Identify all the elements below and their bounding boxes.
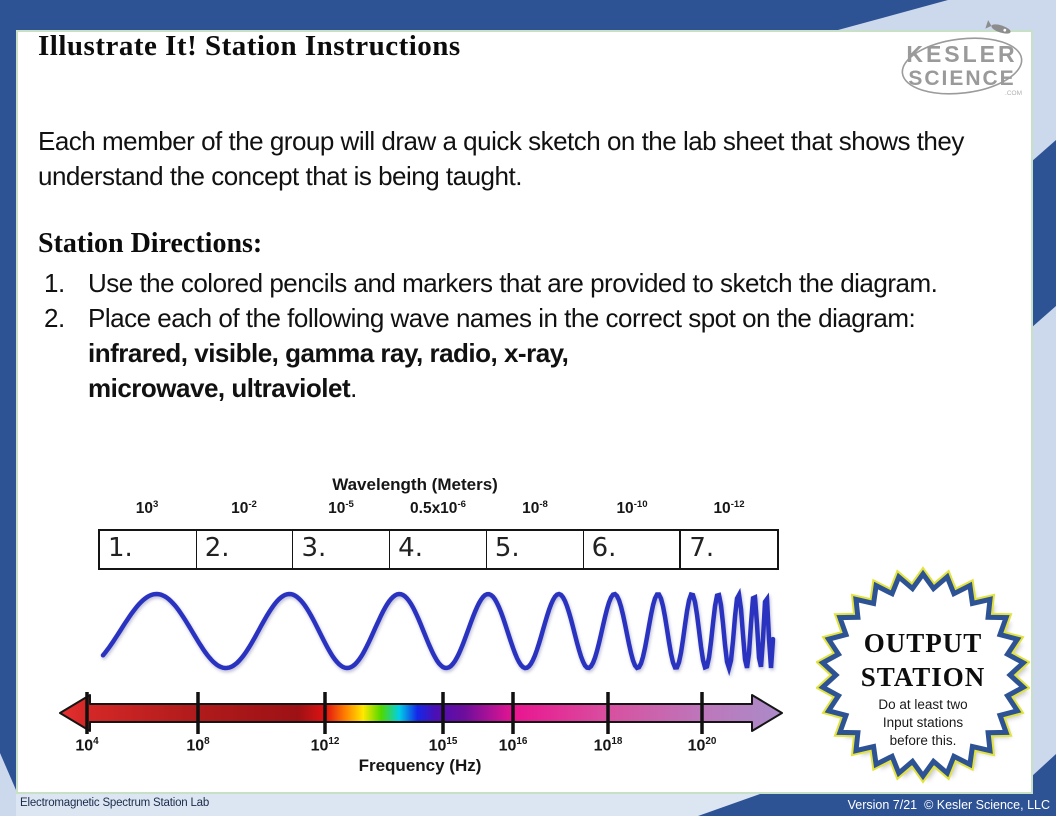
wavelength-tick-label: $10^{-12}$ [713, 499, 745, 518]
direction-text [88, 301, 1000, 406]
frequency-tick-label: $10^{16}$ [498, 736, 528, 755]
direction-text-prefix: Place each of the following wave names in the correct spot on the diagram: [88, 303, 916, 333]
answer-cell-4: 4. [390, 531, 487, 568]
direction-text-suffix: . [350, 373, 357, 403]
wavelength-tick-label: $10^{-5}$ [328, 499, 354, 518]
badge-title-line1: OUTPUT [863, 628, 983, 658]
footer-version-copyright: Version 7/21 © Kesler Science, LLC [847, 798, 1050, 812]
frequency-tick-label: $10^8$ [186, 736, 210, 755]
frequency-spectrum-arrow [53, 690, 787, 736]
wavelength-tick-label: $10^{-8}$ [522, 499, 548, 518]
direction-item-1 [44, 266, 1004, 301]
badge-title-line2: STATION [860, 662, 986, 692]
direction-number: 2. [44, 303, 65, 333]
answer-cell-1: 1. [100, 531, 197, 568]
answer-cell-2: 2. [197, 531, 294, 568]
badge-note-line1: Do at least two [878, 697, 968, 712]
directions-list [44, 266, 1004, 406]
wave-names-bold-line1: infrared, visible, gamma ray, radio, x-ray, [88, 338, 569, 368]
wavelength-tick-label: $10^3$ [135, 499, 159, 518]
em-wave-graphic [100, 584, 776, 678]
answer-cell-7: 7. [689, 533, 715, 563]
answer-table [98, 529, 779, 570]
wave-names-bold-line2: microwave, ultraviolet [88, 373, 351, 403]
output-station-badge [816, 560, 1030, 796]
direction-number: 1. [44, 268, 65, 298]
footer-document-title: Electromagnetic Spectrum Station Lab [20, 797, 210, 809]
direction-item-2 [44, 301, 1004, 406]
directions-heading: Station Directions: [38, 228, 263, 259]
intro-paragraph: Each member of the group will draw a quick sketch on the lab sheet that shows they understand the concept that is being taught. [38, 126, 964, 191]
rocket-icon [985, 20, 1012, 36]
wavelength-axis-title: Wavelength (Meters) [332, 475, 498, 494]
wavelength-tick-label: $0.5x10^{-6}$ [410, 499, 466, 518]
page-title: Illustrate It! Station Instructions [38, 30, 461, 62]
wavelength-tick-label: $10^{-10}$ [616, 499, 648, 518]
frequency-tick-label: $10^{18}$ [593, 736, 623, 755]
logo-suffix: .COM [1005, 90, 1022, 97]
frequency-axis-title: Frequency (Hz) [358, 756, 482, 775]
badge-note-line2: Input stations [882, 715, 964, 730]
kesler-science-logo [898, 20, 1030, 100]
frequency-tick-label: $10^{15}$ [428, 736, 458, 755]
frequency-tick-label: $10^{20}$ [687, 736, 717, 755]
answer-cell-6: 6. [584, 531, 682, 568]
direction-text: Use the colored pencils and markers that are provided to sketch the diagram. [88, 268, 938, 298]
double-arrow-shape [60, 695, 782, 731]
badge-note-line3: before this. [889, 733, 957, 748]
frequency-tick-label: $10^4$ [75, 736, 99, 755]
wavelength-tick-label: $10^{-2}$ [231, 499, 257, 518]
frequency-tick-label: $10^{12}$ [310, 736, 340, 755]
answer-cell-5: 5. [487, 531, 584, 568]
logo-line2: SCIENCE [908, 67, 1016, 90]
answer-cell-3: 3. [293, 531, 390, 568]
logo-line1: KESLER [906, 41, 1018, 67]
